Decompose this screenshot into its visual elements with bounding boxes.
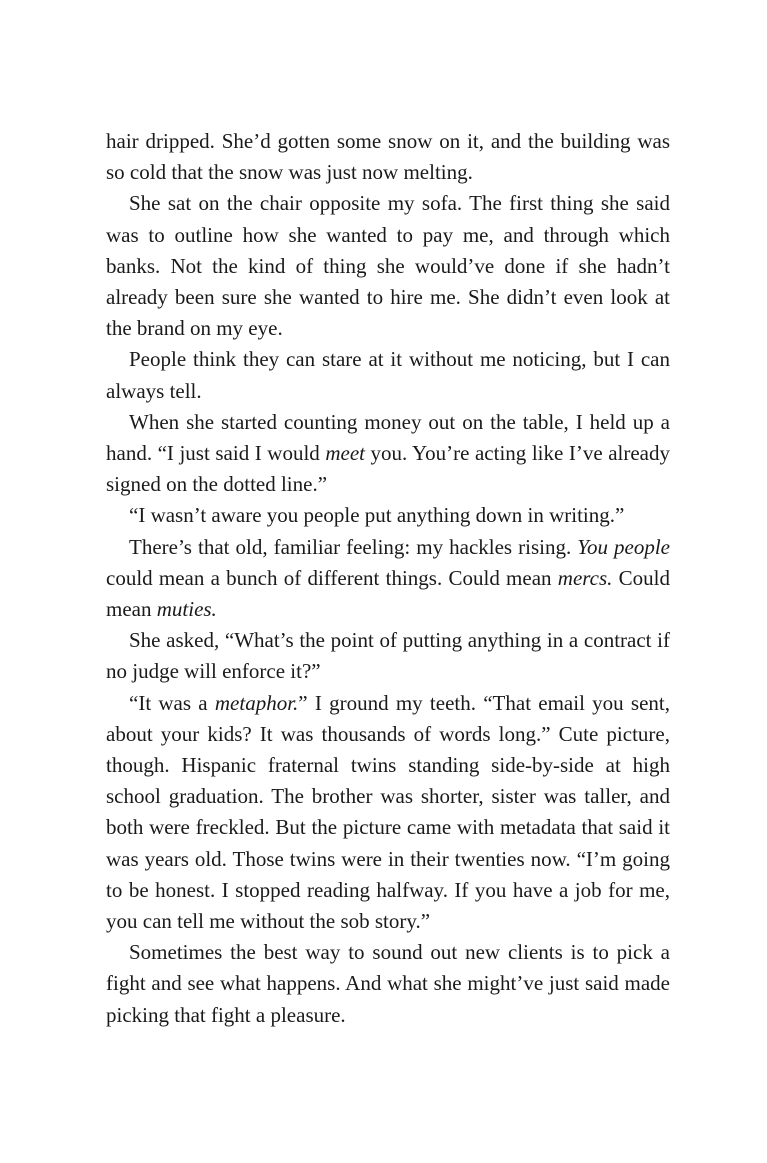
paragraph-text: you. You’re acting like I’ve already signed on the dotted line.” xyxy=(106,441,670,497)
italic-text: meet xyxy=(325,441,365,466)
italic-text: You people xyxy=(577,534,670,559)
paragraph xyxy=(106,937,670,1031)
paragraph-text: She sat on the chair opposite my sofa. The first thing she said was to outline how she wanted to pay me, and through which banks. Not the kind of thing she would’ve done if she hadn’t already been sure she wanted to hire me. She didn’t even look at the brand on my eye. xyxy=(106,191,670,341)
italic-text: muties. xyxy=(156,597,217,622)
italic-text: mercs. xyxy=(557,565,613,590)
paragraph-text: Could mean xyxy=(106,565,670,622)
paragraph xyxy=(106,688,670,938)
paragraph-text: “It was a xyxy=(129,690,215,715)
paragraph xyxy=(106,532,670,626)
italic-text: metaphor. xyxy=(214,690,299,715)
paragraph xyxy=(106,188,670,344)
paragraph-text: She asked, “What’s the point of putting anything in a contract if no judge will enforce it?” xyxy=(106,628,670,684)
paragraph-text: When she started counting money out on the table, I held up a hand. “I just said I would xyxy=(106,409,670,466)
paragraph xyxy=(106,344,670,406)
paragraph-text: could mean a bunch of different things. Could mean xyxy=(106,565,558,590)
page-text xyxy=(106,126,670,1031)
paragraph xyxy=(106,407,670,501)
paragraph-text: People think they can stare at it without me noticing, but I can always tell. xyxy=(106,347,670,403)
paragraph-text: There’s that old, familiar feeling: my hackles rising. xyxy=(129,534,578,559)
paragraph-text: ” I ground my teeth. “That email you sent, about your kids? It was thousands of words long.” Cute picture, though. Hispanic fraternal twins standing side-by-side at high school graduation. The brother was shorter, sister was taller, and both were freckled. But the picture came with metadata that said it was years old. Those twins were in their twenties now. “I’m going to be honest. I stopped reading halfway. If you have a job for me, you can tell me without the sob story.” xyxy=(106,690,670,934)
paragraph xyxy=(106,126,670,188)
paragraph xyxy=(106,625,670,687)
paragraph xyxy=(106,500,670,531)
paragraph-text: hair dripped. She’d gotten some snow on it, and the building was so cold that the snow was just now melting. xyxy=(106,129,670,185)
paragraph-text: Sometimes the best way to sound out new clients is to pick a fight and see what happens. And what she might’ve just said made picking that fight a pleasure. xyxy=(106,940,670,1027)
paragraph-text: “I wasn’t aware you people put anything down in writing.” xyxy=(129,503,625,528)
